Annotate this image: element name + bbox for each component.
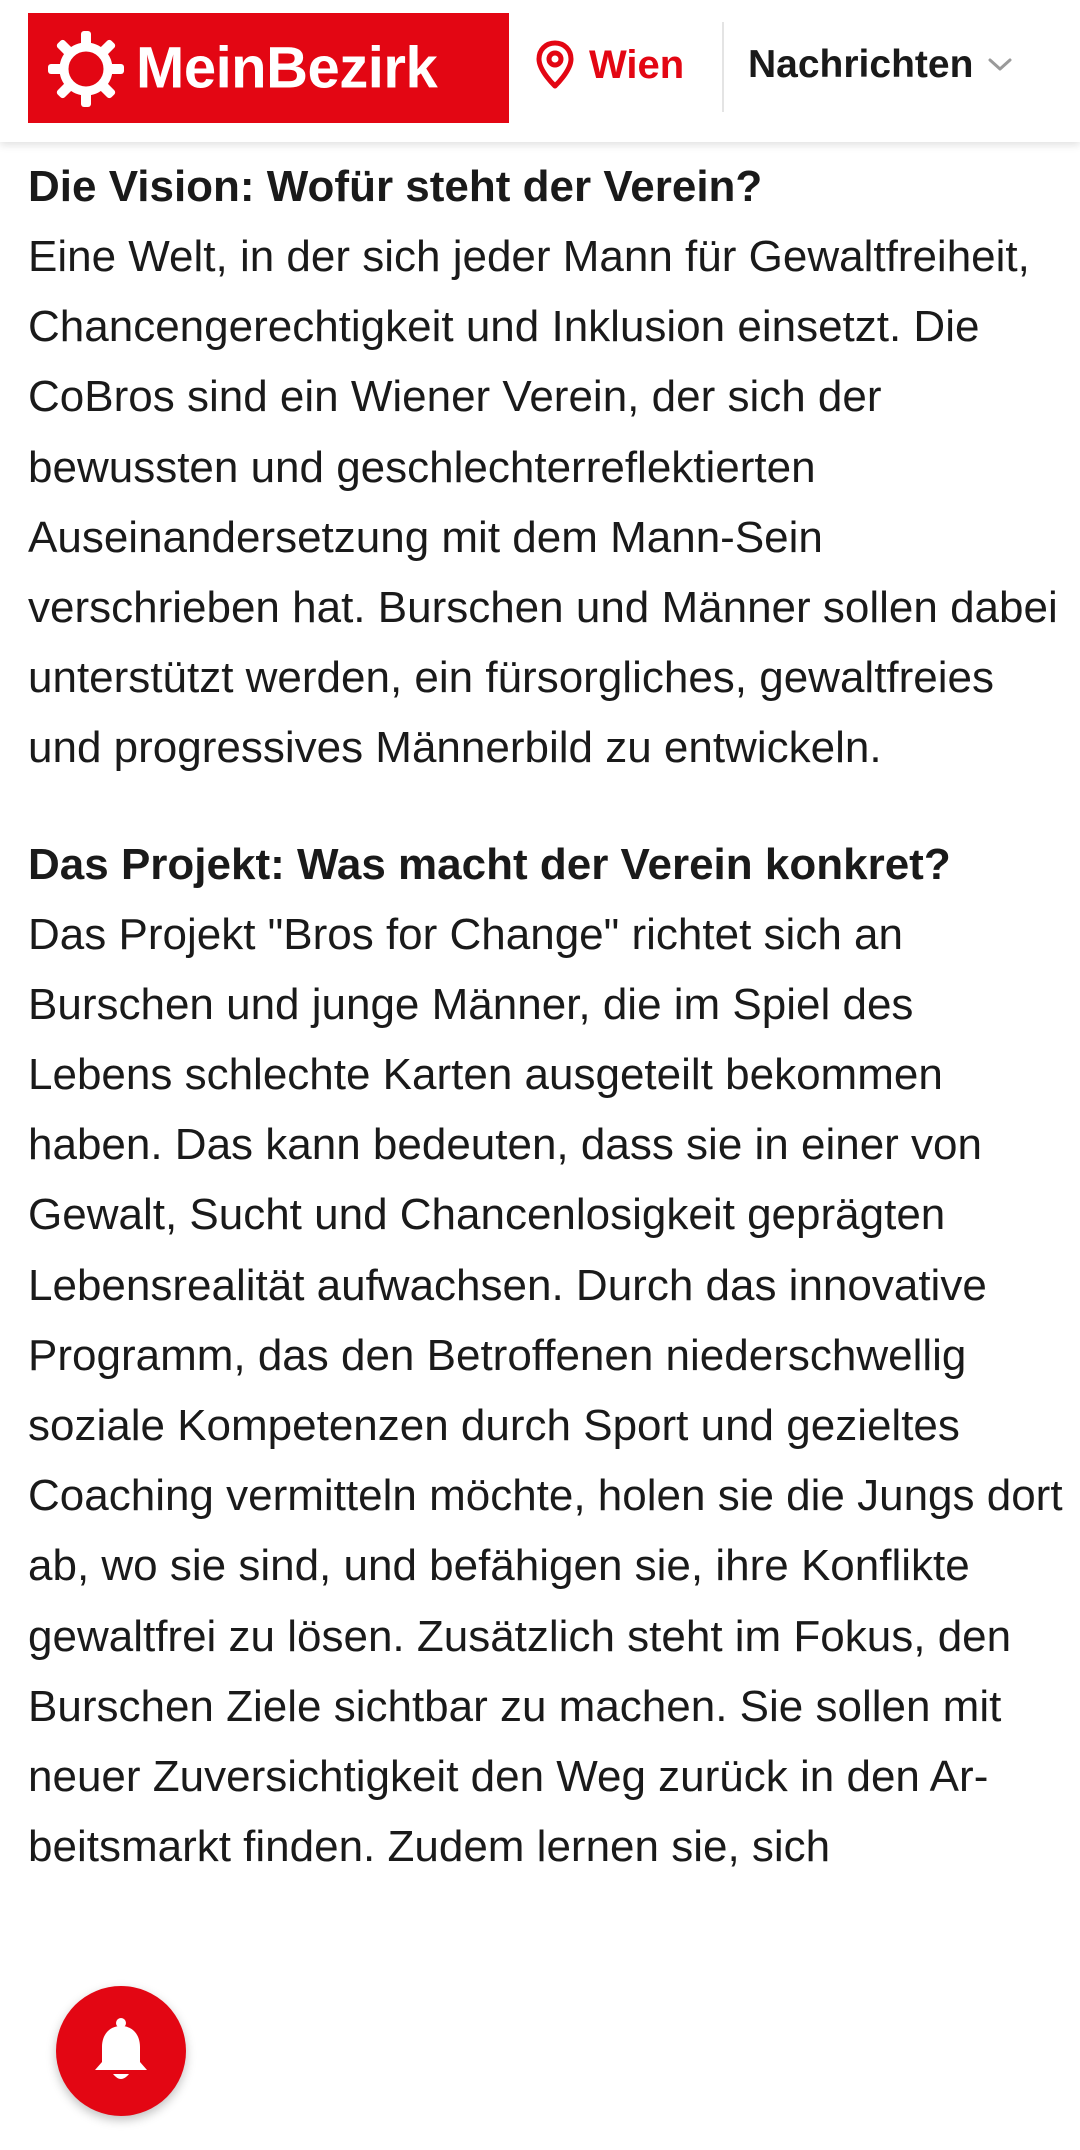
section-paragraph: Das Projekt "Bros for Change" richtet sich an Burschen und junge Männer, die im Spiel des Lebens schlechte Karten ausgeteilt bekommen haben. Das kann bedeuten, dass sie in einer von Gewalt, Sucht und Chancenlosigkeit geprägten Lebensrealität aufwachsen. Durch das innovative Programm, das den Betroffenen niederschwellig soziale Kompetenzen durch Sport und gezieltes Coaching vermitteln möchte, holen sie die Jungs dort ab, wo sie sind, und befähigen sie, ihre Konflikte gewaltfrei zu lösen. Zusätzlich steht im Fokus, den Burschen Ziele sichtbar zu machen. Sie sollen mit neuer Zuversichtigkeit den Weg zurück in den Arbeitsmarkt finden. Zudem lernen sie, sich [28, 909, 1063, 1872]
location-label: Wien [589, 42, 685, 87]
brand-name: MeinBezirk [136, 35, 438, 101]
map-pin-icon [535, 40, 575, 90]
site-header [0, 0, 1080, 142]
bell-icon [89, 2016, 153, 2086]
nav-news-dropdown[interactable] [748, 35, 1013, 95]
notifications-button[interactable] [56, 1986, 186, 2116]
section-spacer [28, 784, 1068, 830]
section-paragraph: Eine Welt, in der sich jeder Mann für Gewaltfreiheit, Chancengerechtigkeit und Inklusion einsetzt. Die CoBros sind ein Wiener Verein, der sich der bewussten und geschlechterreflektierten Auseinandersetzung mit dem Mann-Sein verschrieben hat. Burschen und Männer sollen dabei unterstützt werden, ein fürsorgliches, gewaltfreies und progressives Männerbild zu entwickeln. [28, 232, 1058, 773]
brand-logo-link[interactable] [28, 13, 509, 123]
nav-news-label: Nachrichten [748, 43, 974, 86]
section-heading: Das Projekt: Was macht der Verein konkret? [28, 839, 951, 889]
article-section-project [28, 830, 1068, 1883]
chevron-down-icon [987, 57, 1013, 73]
sun-ring-icon [46, 29, 126, 109]
article-body [28, 152, 1068, 1882]
header-divider [722, 22, 724, 112]
section-heading: Die Vision: Wofür steht der Verein? [28, 162, 763, 211]
location-selector[interactable] [535, 35, 684, 95]
article-section-vision [28, 152, 1068, 784]
